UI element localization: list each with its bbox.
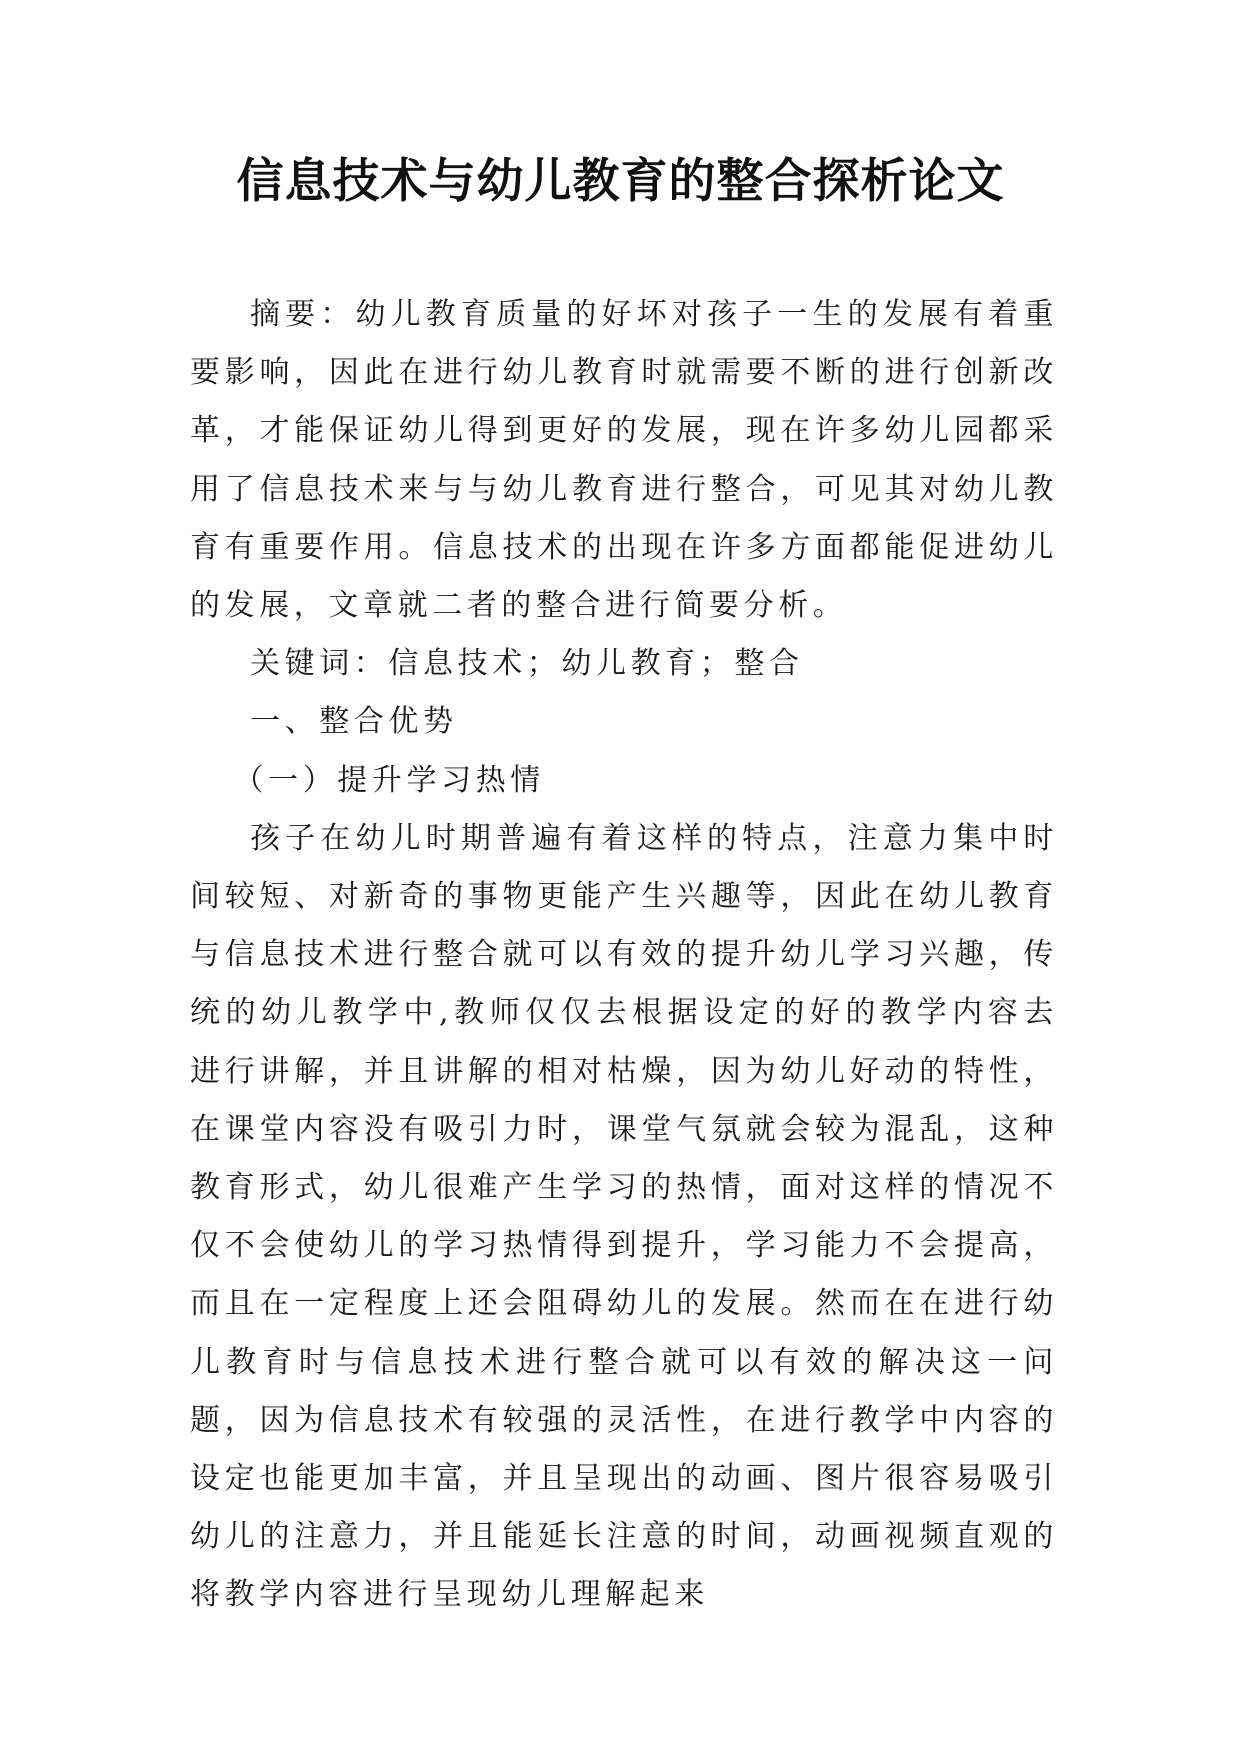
keywords-line: 关键词：信息技术；幼儿教育；整合 xyxy=(250,646,804,682)
body-paragraph: 孩子在幼儿时期普遍有着这样的特点，注意力集中时间较短、对新奇的事物更能产生兴趣等，因此在幼儿教育与信息技术进行整合就可以有效的提升幼儿学习兴趣，传统的幼儿教学中,教师仅仅去根据设定的好的教学内容去进行讲解，并且讲解的相对枯燥，因为幼儿好动的特性，在课堂内容没有吸引力时，课堂气氛就会较为混乱，这种教育形式，幼儿很难产生学习的热情，面对这样的情况不仅不会使幼儿的学习热情得到提升，学习能力不会提高，而且在一定程度上还会阻碍幼儿的发展。然而在在进行幼儿教育时与信息技术进行整合就可以有效的解决这一问题，因为信息技术有较强的灵活性，在进行教学中内容的设定也能更加丰富，并且呈现出的动画、图片很容易吸引幼儿的注意力，并且能延长注意的时间，动画视频直观的将教学内容进行呈现幼儿理解起来 xyxy=(190,820,1058,1613)
document-title: 信息技术与幼儿教育的整合探析论文 xyxy=(236,154,1005,209)
subsection-heading: （一）提升学习热情 xyxy=(233,762,545,798)
document-body xyxy=(190,286,1058,1625)
abstract-paragraph: 摘要：幼儿教育质量的好坏对孩子一生的发展有着重要影响，因此在进行幼儿教育时就需要不断的进行创新改革，才能保证幼儿得到更好的发展，现在许多幼儿园都采用了信息技术来与与幼儿教育进行整合，可见其对幼儿教育有重要作用。信息技术的出现在许多方面都能促进幼儿的发展，文章就二者的整合进行简要分析。 xyxy=(190,297,1058,624)
section-heading: 一、整合优势 xyxy=(250,704,458,740)
